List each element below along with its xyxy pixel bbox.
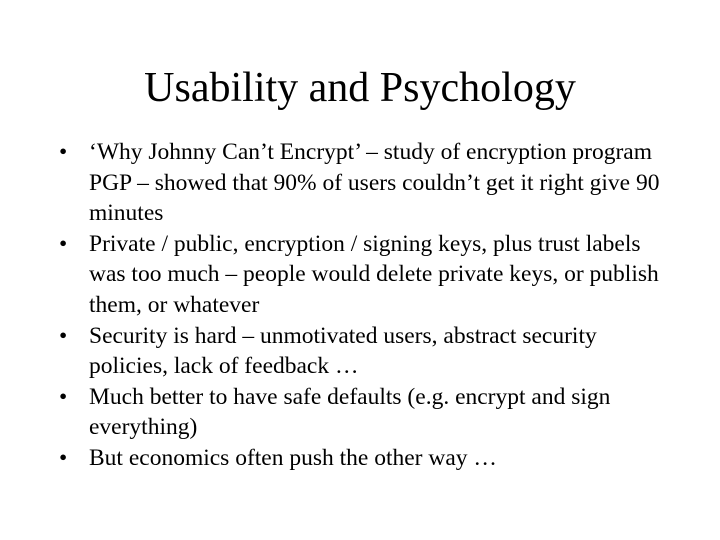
bullet-marker: • <box>59 230 68 257</box>
bullet-marker: • <box>59 139 68 165</box>
bullet-text: But economics often push the other way … <box>89 444 497 471</box>
bullet-item <box>54 382 674 443</box>
bullet-text: Security is hard – unmotivated users, abstract security policies, lack of feedback … <box>89 322 597 380</box>
bullet-list <box>54 137 674 474</box>
bullet-item <box>54 443 674 474</box>
bullet-text: ‘Why Johnny Can’t Encrypt’ – study of encryption program PGP – showed that 90% of users couldn’t get it right give 90 minutes <box>89 139 660 227</box>
bullet-item <box>54 229 674 321</box>
bullet-marker: • <box>59 383 68 410</box>
bullet-text: Private / public, encryption / signing keys, plus trust labels was too much – people would delete private keys, or publish them, or whatever <box>89 230 659 318</box>
bullet-marker: • <box>59 444 68 471</box>
slide-title: Usability and Psychology <box>144 65 576 111</box>
bullet-marker: • <box>59 322 68 349</box>
bullet-item <box>54 137 674 229</box>
bullet-text: Much better to have safe defaults (e.g. encrypt and sign everything) <box>89 383 611 441</box>
bullet-item <box>54 321 674 382</box>
